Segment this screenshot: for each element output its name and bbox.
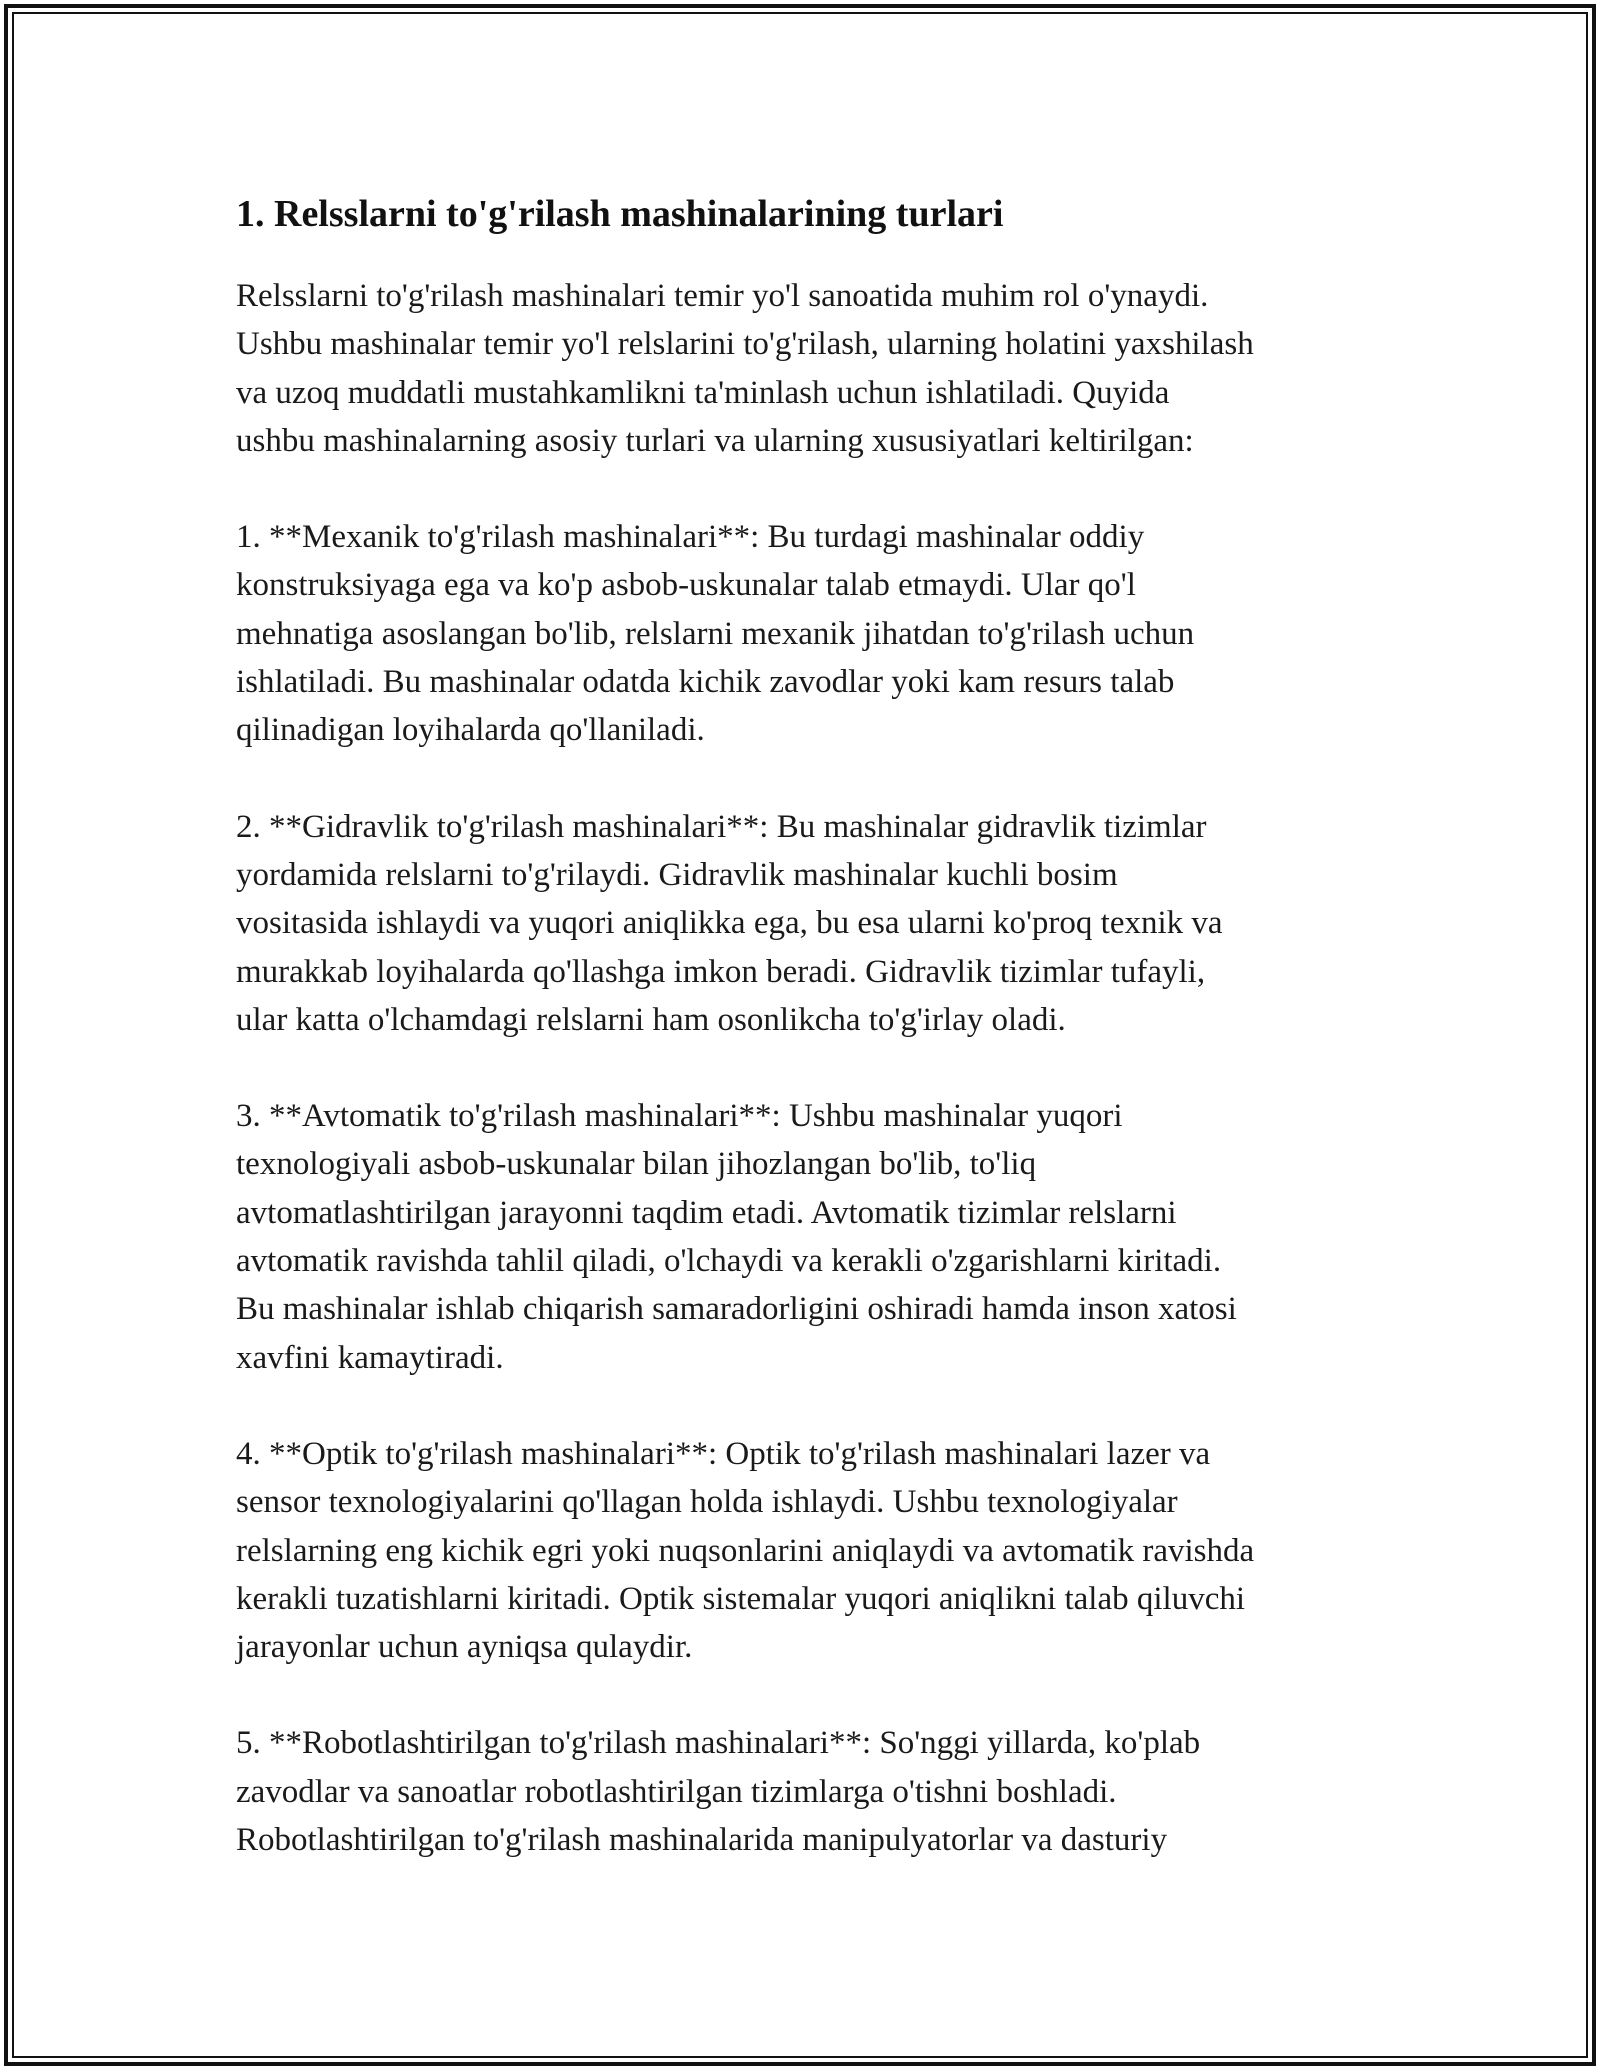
hydraulic-machines-paragraph: 2. **Gidravlik to'g'rilash mashinalari**: Bu mashinalar gidravlik tizimlar yordamida relslarni to'g'rilaydi. Gidravlik mashinalar kuchli bosim vositasida ishlaydi va yuqori aniqlikka ega, bu esa ularni ko'proq texnik va murakkab loyihalarda qo'llashga imkon beradi. Gidravlik tizimlar tufayli, ular katta o'lchamdagi relslarni ham osonlikcha to'g'irlay oladi. [236,808,1223,1038]
section-heading: 1. Relsslarni to'g'rilash mashinalarining turlari [236,193,1004,235]
document-body [236,186,1376,1912]
optical-machines-paragraph: 4. **Optik to'g'rilash mashinalari**: Optik to'g'rilash mashinalari lazer va sensor texnologiyalarini qo'llagan holda ishlaydi. Ushbu texnologiyalar relslarning eng kichik egri yoki nuqsonlarini aniqlaydi va avtomatik ravishda kerakli tuzatishlarni kiritadi. Optik sistemalar yuqori aniqlikni talab qiluvchi jarayonlar uchun ayniqsa qulaydir. [236,1435,1255,1666]
robotic-machines-paragraph: 5. **Robotlashtirilgan to'g'rilash mashinalari**: So'nggi yillarda, ko'plab zavodlar va sanoatlar robotlashtirilgan tizimlarga o'tishni boshladi. Robotlashtirilgan to'g'rilash mashinalarida manipulyatorlar va dasturiy [236,1725,1201,1859]
intro-paragraph: Relsslarni to'g'rilash mashinalari temir yo'l sanoatida muhim rol o'ynaydi. Ushbu mashinalar temir yo'l relslarini to'g'rilash, ularning holatini yaxshilash va uzoq muddatli mustahkamlikni ta'minlash uchun ishlatiladi. Quyida ushbu mashinalarning asosiy turlari va ularning xususiyatlari keltirilgan: [236,278,1254,459]
mechanical-machines-paragraph: 1. **Mexanik to'g'rilash mashinalari**: Bu turdagi mashinalar oddiy konstruksiyaga ega va ko'p asbob-uskunalar talab etmaydi. Ular qo'l mehnatiga asoslangan bo'lib, relslarni mexanik jihatdan to'g'rilash uchun ishlatiladi. Bu mashinalar odatda kichik zavodlar yoki kam resurs talab qilinadigan loyihalarda qo'llaniladi. [236,519,1195,749]
automatic-machines-paragraph: 3. **Avtomatik to'g'rilash mashinalari**: Ushbu mashinalar yuqori texnologiyali asbob-uskunalar bilan jihozlangan bo'lib, to'liq avtomatlashtirilgan jarayonni taqdim etadi. Avtomatik tizimlar relslarni avtomatik ravishda tahlil qiladi, o'lchaydi va kerakli o'zgarishlarni kiritadi. Bu mashinalar ishlab chiqarish samaradorligini oshiradi hamda inson xatosi xavfini kamaytiradi. [236,1098,1237,1376]
